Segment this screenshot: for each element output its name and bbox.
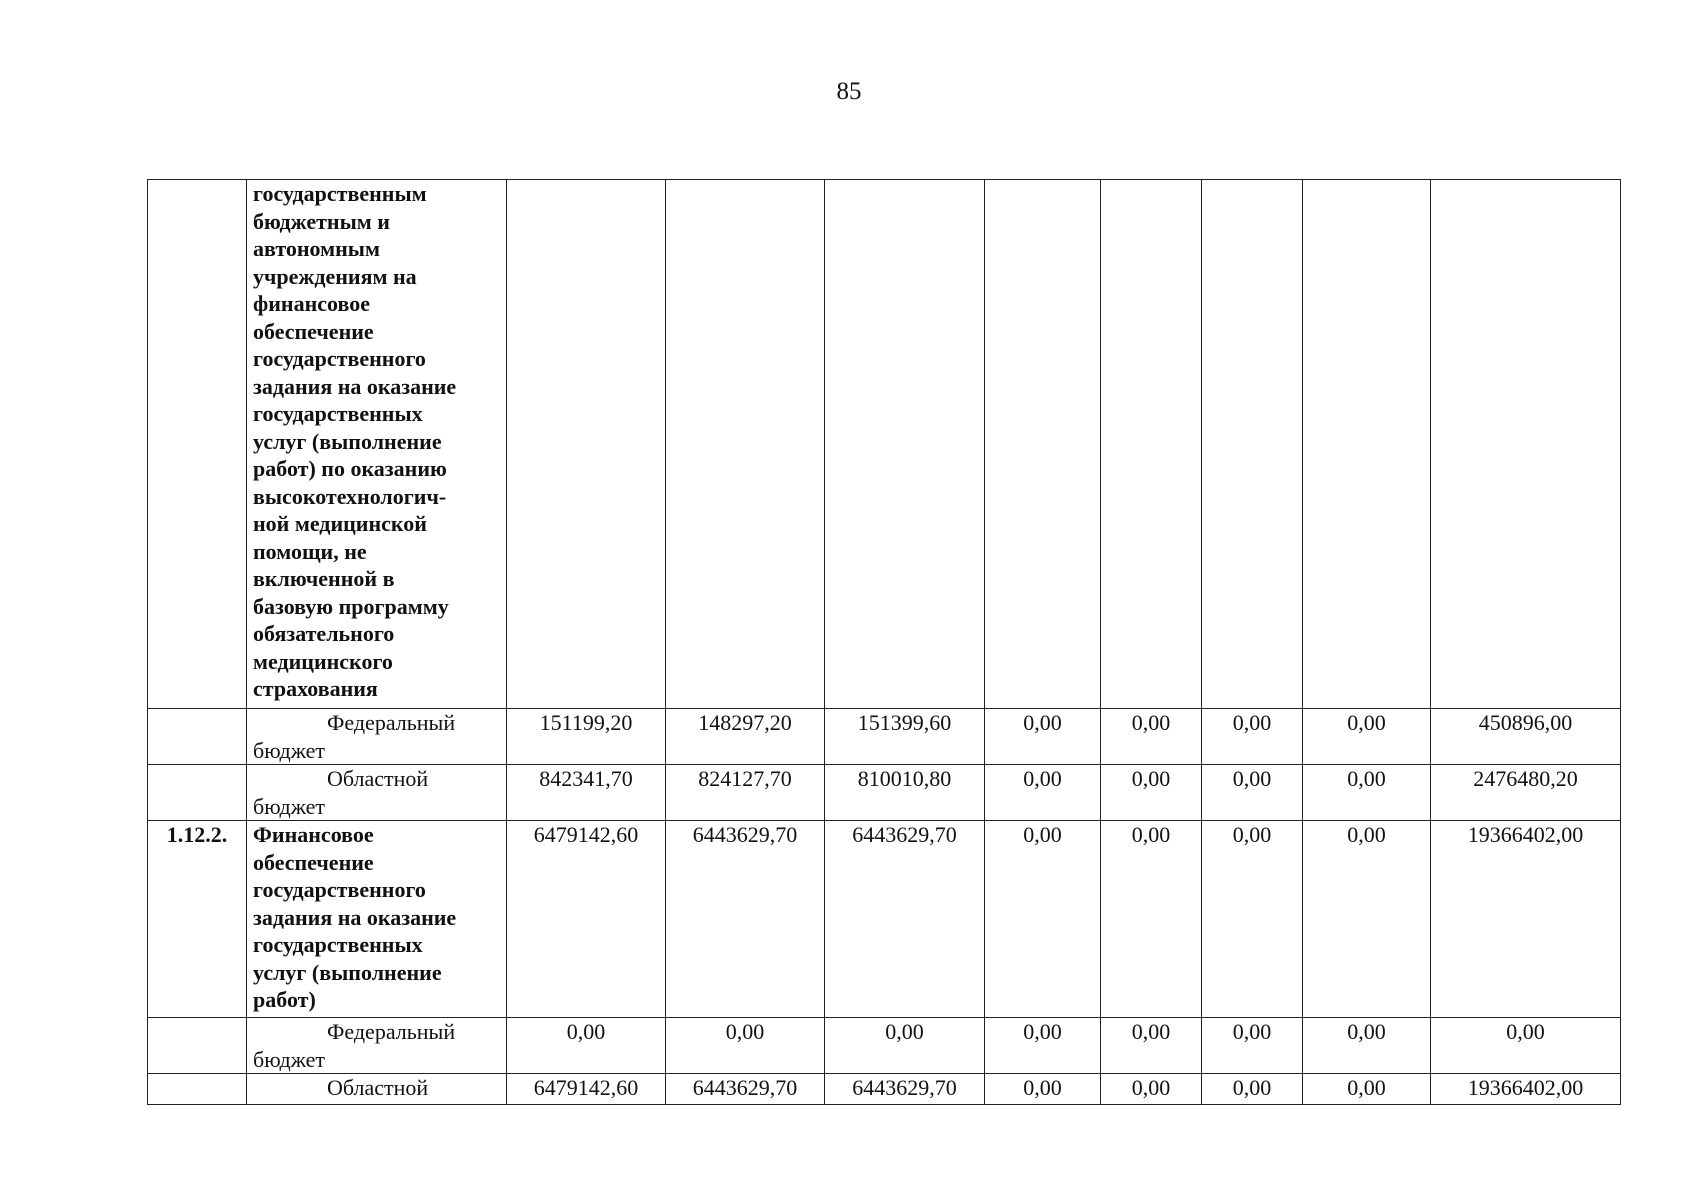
name-line: государственного [253,877,426,902]
total-cell: 0,00 [1431,1018,1621,1074]
funding-source-cell [247,709,507,765]
value-cell: 0,00 [1101,765,1202,821]
table-row [148,180,1621,709]
name-line: государственного [253,346,426,371]
name-line: государственных [253,932,423,957]
code-cell [148,1074,247,1105]
funding-source-line: бюджет [253,793,325,819]
value-cell: 0,00 [1303,765,1431,821]
value-cell: 148297,20 [666,709,825,765]
code-cell [148,709,247,765]
value-cell: 151199,20 [507,709,666,765]
name-line: обязательного [253,621,395,646]
value-cell: 6479142,60 [507,821,666,1018]
name-line: помощи, не [253,538,367,564]
value-cell: 0,00 [1202,709,1303,765]
value-cell [1303,180,1431,709]
value-cell: 6443629,70 [666,1074,825,1105]
name-line: обеспечение [253,849,374,875]
name-line: высокотехнологич- [253,483,447,509]
name-line: работ) по оказанию [253,456,447,481]
value-cell: 0,00 [985,709,1101,765]
value-cell: 6443629,70 [666,821,825,1018]
funding-source-cell [247,765,507,821]
value-cell: 810010,80 [825,765,985,821]
funding-source-cell [247,1074,507,1105]
funding-source-line: бюджет [253,737,325,763]
value-cell: 0,00 [985,765,1101,821]
budget-table [147,179,1621,1105]
value-cell [1431,180,1621,709]
value-cell: 0,00 [1101,821,1202,1018]
value-cell: 0,00 [507,1018,666,1074]
name-line: включенной в [253,566,395,591]
value-cell: 0,00 [1303,821,1431,1018]
table-row [148,765,1621,821]
name-line: учреждениям на [253,263,417,289]
item-code-cell: 1.12.2. [148,821,247,1018]
funding-source-line: Областной [327,1075,429,1100]
total-cell: 2476480,20 [1431,765,1621,821]
value-cell [1101,180,1202,709]
total-cell: 19366402,00 [1431,821,1621,1018]
name-line: услуг (выполнение [253,959,442,985]
name-line: обеспечение [253,318,374,344]
value-cell: 6443629,70 [825,1074,985,1105]
value-cell: 0,00 [1101,1018,1202,1074]
name-line: финансовое [253,291,370,316]
value-cell: 824127,70 [666,765,825,821]
value-cell: 0,00 [985,1018,1101,1074]
value-cell: 6443629,70 [825,821,985,1018]
table-row [148,709,1621,765]
code-cell [148,765,247,821]
value-cell: 0,00 [985,1074,1101,1105]
name-line: работ) [253,987,316,1012]
value-cell: 0,00 [1202,765,1303,821]
total-cell: 450896,00 [1431,709,1621,765]
value-cell: 0,00 [666,1018,825,1074]
value-cell: 6479142,60 [507,1074,666,1105]
table-row [148,1018,1621,1074]
total-cell: 19366402,00 [1431,1074,1621,1105]
value-cell [666,180,825,709]
value-cell [825,180,985,709]
value-cell: 0,00 [985,821,1101,1018]
name-line: услуг (выполнение [253,428,442,454]
page-number: 85 [836,78,862,105]
activity-name-cell [247,821,507,1018]
value-cell: 0,00 [1101,1074,1202,1105]
code-cell [148,180,247,709]
value-cell: 0,00 [1303,1018,1431,1074]
name-line: Финансовое [253,822,374,847]
value-cell: 0,00 [1101,709,1202,765]
name-line: ной медицинской [253,511,427,536]
table-row [148,821,1621,1018]
funding-source-line: Федеральный [327,1019,456,1044]
name-line: автономным [253,236,380,261]
name-line: задания на оказание [253,904,457,930]
funding-source-line: Областной [327,766,429,791]
funding-source-line: бюджет [253,1046,325,1072]
name-line: бюджетным и [253,208,390,234]
name-line: задания на оказание [253,373,457,399]
value-cell [1202,180,1303,709]
name-line: медицинского [253,648,393,674]
name-line: базовую программу [253,593,449,619]
activity-name-cell [247,180,507,709]
name-line: государственных [253,401,423,426]
value-cell: 0,00 [1202,1018,1303,1074]
code-cell [148,1018,247,1074]
value-cell: 0,00 [825,1018,985,1074]
funding-source-line: Федеральный [327,710,456,735]
value-cell: 842341,70 [507,765,666,821]
name-line: государственным [253,181,427,206]
funding-source-cell [247,1018,507,1074]
name-line: страхования [253,676,378,701]
table-row [148,1074,1621,1105]
value-cell: 0,00 [1202,821,1303,1018]
value-cell [985,180,1101,709]
value-cell: 0,00 [1303,709,1431,765]
value-cell [507,180,666,709]
value-cell: 151399,60 [825,709,985,765]
value-cell: 0,00 [1303,1074,1431,1105]
value-cell: 0,00 [1202,1074,1303,1105]
